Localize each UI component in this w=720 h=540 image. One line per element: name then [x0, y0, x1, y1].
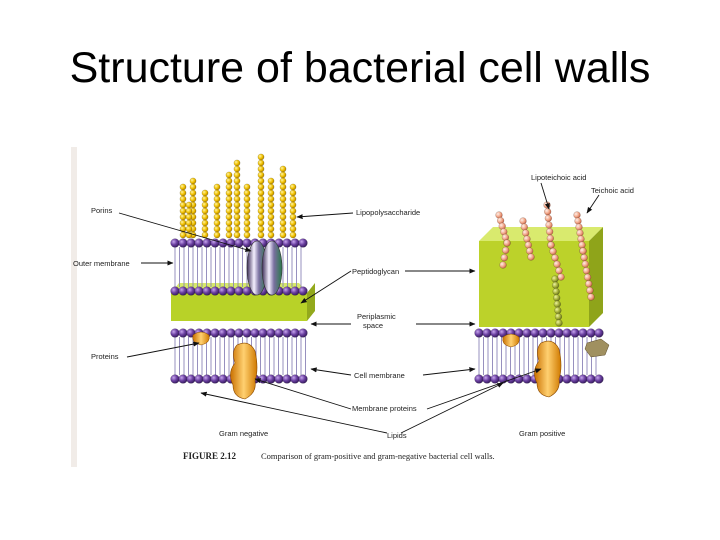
- lipid-head: [283, 287, 292, 296]
- lipid-head: [563, 329, 572, 338]
- lipopolysaccharide-bead: [226, 202, 232, 208]
- caption-text: Comparison of gram-positive and gram-negative bacterial cell walls.: [261, 451, 495, 461]
- lipopolysaccharide-bead: [280, 166, 286, 172]
- label-outer-membrane: Outer membrane: [73, 259, 130, 268]
- lipid-head: [571, 375, 580, 384]
- arrow-cell-membrane-right: [423, 369, 475, 375]
- teichoic-acid-bead: [583, 267, 590, 274]
- teichoic-acid-bead: [501, 254, 508, 261]
- lipopolysaccharide-bead: [290, 226, 296, 232]
- lipopolysaccharide-bead: [280, 214, 286, 220]
- lipid-head: [595, 329, 604, 338]
- lipid-head: [507, 375, 516, 384]
- lipopolysaccharide-bead: [202, 196, 208, 202]
- label-membrane-proteins: Membrane proteins: [352, 404, 417, 413]
- lipopolysaccharide-bead: [234, 172, 240, 178]
- lipopolysaccharide-bead: [214, 184, 220, 190]
- lipid-head: [299, 239, 308, 248]
- lipid-head: [259, 329, 268, 338]
- lipopolysaccharide-bead: [202, 208, 208, 214]
- arrow-membrane-proteins-right: [427, 369, 541, 409]
- lipid-head: [563, 375, 572, 384]
- lipoteichoic-acid-bead: [554, 307, 561, 314]
- lipopolysaccharide-bead: [268, 202, 274, 208]
- lipopolysaccharide-bead: [244, 208, 250, 214]
- lipopolysaccharide-bead: [280, 232, 286, 238]
- label-proteins: Proteins: [91, 352, 119, 361]
- label-periplasmic-space-line2: space: [363, 321, 384, 330]
- lipopolysaccharide-bead: [214, 190, 220, 196]
- teichoic-acid-bead: [520, 218, 527, 225]
- teichoic-acid-bead: [522, 230, 529, 237]
- lipopolysaccharide-bead: [244, 214, 250, 220]
- gram-positive-panel: [475, 202, 609, 397]
- teichoic-acid-bead: [580, 248, 587, 255]
- lipopolysaccharide-bead: [258, 220, 264, 226]
- arrow-teichoic-acid: [587, 195, 599, 213]
- lipid-head: [203, 375, 212, 384]
- lipopolysaccharide-bead: [258, 184, 264, 190]
- lipid-head: [299, 287, 308, 296]
- lipopolysaccharide-bead: [290, 190, 296, 196]
- teichoic-acid-bead: [575, 218, 582, 225]
- lipid-head: [267, 375, 276, 384]
- lipopolysaccharide-bead: [290, 202, 296, 208]
- lipopolysaccharide-bead: [244, 184, 250, 190]
- lipid-head: [291, 287, 300, 296]
- lipopolysaccharide-bead: [234, 190, 240, 196]
- lipopolysaccharide-bead: [202, 190, 208, 196]
- lipid-head: [555, 329, 564, 338]
- lipid-head: [579, 329, 588, 338]
- lipopolysaccharide-bead: [268, 220, 274, 226]
- lipopolysaccharide-bead: [214, 208, 220, 214]
- lipopolysaccharide-bead: [290, 184, 296, 190]
- lipid-head: [483, 375, 492, 384]
- teichoic-acid-bead: [525, 242, 532, 249]
- lipopolysaccharide-bead: [180, 232, 186, 238]
- teichoic-acid-bead: [521, 224, 528, 231]
- lipid-head: [179, 287, 188, 296]
- lipopolysaccharide-bead: [202, 226, 208, 232]
- lipoteichoic-acid-bead: [553, 294, 560, 301]
- lipid-head: [579, 375, 588, 384]
- lipopolysaccharide-bead: [280, 202, 286, 208]
- lipopolysaccharide-bead: [214, 196, 220, 202]
- lipid-head: [195, 375, 204, 384]
- lipopolysaccharide-bead: [226, 178, 232, 184]
- lipid-head: [283, 375, 292, 384]
- teichoic-acid-bead: [588, 294, 595, 301]
- lipopolysaccharide-bead: [280, 172, 286, 178]
- lipopolysaccharide-bead: [186, 202, 192, 208]
- lipid-head: [171, 329, 180, 338]
- label-peptidoglycan: Peptidoglycan: [352, 267, 400, 276]
- teichoic-acid-bead: [579, 242, 586, 249]
- teichoic-acid-bead: [581, 254, 588, 261]
- lipopolysaccharide-bead: [290, 220, 296, 226]
- teichoic-acid-bead: [585, 280, 592, 287]
- lipid-head: [179, 239, 188, 248]
- lipopolysaccharide-bead: [180, 208, 186, 214]
- lipopolysaccharide-bead: [244, 232, 250, 238]
- lipoteichoic-acid-bead: [553, 288, 560, 295]
- teichoic-acid-bead: [574, 212, 581, 219]
- label-cell-membrane: Cell membrane: [354, 371, 405, 380]
- teichoic-acid-bead: [577, 230, 584, 237]
- teichoic-acid-bead: [526, 248, 533, 255]
- lipopolysaccharide-bead: [280, 220, 286, 226]
- teichoic-acid-bead: [528, 254, 535, 261]
- lipopolysaccharide-bead: [290, 214, 296, 220]
- lipopolysaccharide-bead: [244, 226, 250, 232]
- teichoic-acid-bead: [584, 274, 591, 281]
- lipopolysaccharide-bead: [258, 196, 264, 202]
- lipopolysaccharide-bead: [226, 226, 232, 232]
- lipid-head: [523, 329, 532, 338]
- lipopolysaccharide-bead: [280, 184, 286, 190]
- lipid-head: [475, 329, 484, 338]
- lipid-head: [299, 375, 308, 384]
- lipid-head: [531, 329, 540, 338]
- lipopolysaccharide-bead: [190, 190, 196, 196]
- lipid-head: [491, 329, 500, 338]
- lipid-head: [571, 329, 580, 338]
- lipopolysaccharide-bead: [234, 184, 240, 190]
- teichoic-acid-bead: [556, 267, 563, 274]
- lipid-head: [475, 375, 484, 384]
- lipid-head: [235, 287, 244, 296]
- teichoic-acid-bead: [578, 236, 585, 243]
- lipid-head: [227, 287, 236, 296]
- label-lipopolysaccharide: Lipopolysaccharide: [356, 208, 421, 217]
- lipopolysaccharide-bead: [280, 178, 286, 184]
- lipid-head: [195, 287, 204, 296]
- lipid-head: [219, 287, 228, 296]
- lipid-head: [219, 329, 228, 338]
- lipid-head: [211, 375, 220, 384]
- lipid-head: [211, 287, 220, 296]
- lipopolysaccharide-bead: [268, 184, 274, 190]
- lipoteichoic-acid-bead: [556, 320, 563, 327]
- lipopolysaccharide-bead: [258, 160, 264, 166]
- lipid-head: [547, 329, 556, 338]
- lipid-head: [171, 239, 180, 248]
- lipopolysaccharide-bead: [258, 208, 264, 214]
- lipid-head: [203, 239, 212, 248]
- lipopolysaccharide-bead: [268, 190, 274, 196]
- lipopolysaccharide-bead: [202, 214, 208, 220]
- label-lipoteichoic-acid: Lipoteichoic acid: [531, 173, 587, 182]
- lipid-head: [195, 239, 204, 248]
- teichoic-acid-bead: [552, 254, 559, 261]
- lipid-head: [291, 329, 300, 338]
- lipid-head: [187, 239, 196, 248]
- teichoic-acid-bead: [500, 262, 507, 269]
- teichoic-acid-bead: [502, 247, 509, 254]
- lipopolysaccharide-bead: [280, 226, 286, 232]
- lipopolysaccharide-bead: [186, 214, 192, 220]
- lipopolysaccharide-bead: [258, 190, 264, 196]
- lipopolysaccharide-bead: [280, 196, 286, 202]
- lipopolysaccharide-bead: [180, 196, 186, 202]
- lipopolysaccharide-bead: [290, 208, 296, 214]
- lipid-head: [227, 329, 236, 338]
- lipopolysaccharide-bead: [214, 202, 220, 208]
- teichoic-acid-bead: [586, 287, 593, 294]
- lipid-head: [267, 329, 276, 338]
- lipid-head: [243, 329, 252, 338]
- lipopolysaccharide-bead: [214, 226, 220, 232]
- lipoteichoic-acid-bead: [555, 313, 562, 320]
- lipopolysaccharide-bead: [234, 226, 240, 232]
- lipopolysaccharide-bead: [180, 220, 186, 226]
- lipopolysaccharide-bead: [258, 166, 264, 172]
- lipoteichoic-acid-bead: [552, 276, 559, 283]
- lipid-head: [171, 375, 180, 384]
- teichoic-acid-bead: [545, 215, 552, 222]
- teichoic-acid-bead: [546, 222, 553, 229]
- caption-figure-number: FIGURE 2.12: [183, 451, 237, 461]
- lipid-head: [275, 329, 284, 338]
- lipopolysaccharide-bead: [258, 154, 264, 160]
- lipopolysaccharide-bead: [244, 202, 250, 208]
- lipid-head: [523, 375, 532, 384]
- lipopolysaccharide-bead: [268, 226, 274, 232]
- lipopolysaccharide-bead: [234, 232, 240, 238]
- lipid-head: [171, 287, 180, 296]
- lipopolysaccharide-bead: [214, 220, 220, 226]
- lipopolysaccharide-bead: [280, 190, 286, 196]
- teichoic-acid-bead: [504, 240, 511, 247]
- lipopolysaccharide-bead: [268, 214, 274, 220]
- teichoic-acid-bead: [546, 228, 553, 235]
- lipopolysaccharide-bead: [258, 214, 264, 220]
- lipid-head: [251, 329, 260, 338]
- teichoic-acid-bead: [524, 236, 531, 243]
- lipopolysaccharide-bead: [258, 172, 264, 178]
- lipopolysaccharide-bead: [234, 178, 240, 184]
- lipid-head: [187, 287, 196, 296]
- teichoic-acid-bead: [547, 235, 554, 242]
- lipopolysaccharide-bead: [226, 232, 232, 238]
- lipopolysaccharide-bead: [180, 202, 186, 208]
- teichoic-acid-bead: [558, 274, 565, 281]
- lipid-head: [291, 375, 300, 384]
- lipid-head: [219, 375, 228, 384]
- cell-wall-diagram: [71, 147, 634, 467]
- label-teichoic-acid: Teichoic acid: [591, 186, 634, 195]
- lipopolysaccharide-bead: [226, 172, 232, 178]
- lipoteichoic-acid-bead: [554, 301, 561, 308]
- label-porins: Porins: [91, 206, 113, 215]
- lipopolysaccharide-bead: [226, 208, 232, 214]
- lipopolysaccharide-bead: [258, 226, 264, 232]
- lipopolysaccharide-bead: [202, 202, 208, 208]
- lipopolysaccharide-bead: [280, 208, 286, 214]
- slide-title: Structure of bacterial cell walls: [69, 44, 651, 92]
- teichoic-acid-bead: [576, 224, 583, 231]
- lipopolysaccharide-bead: [180, 184, 186, 190]
- lipid-head: [587, 329, 596, 338]
- lipopolysaccharide-chains: [180, 154, 296, 238]
- lipid-head: [283, 329, 292, 338]
- lipid-head: [291, 239, 300, 248]
- lipopolysaccharide-bead: [186, 226, 192, 232]
- lipopolysaccharide-bead: [268, 196, 274, 202]
- lipopolysaccharide-bead: [244, 196, 250, 202]
- lipopolysaccharide-bead: [226, 220, 232, 226]
- lipopolysaccharide-bead: [234, 202, 240, 208]
- lipid-head: [211, 329, 220, 338]
- lipid-head: [283, 239, 292, 248]
- lipopolysaccharide-bead: [180, 190, 186, 196]
- lipid-head: [491, 375, 500, 384]
- lipopolysaccharide-bead: [226, 214, 232, 220]
- lipopolysaccharide-bead: [234, 208, 240, 214]
- arrow-cell-membrane-left: [311, 369, 351, 375]
- lipid-head: [179, 329, 188, 338]
- teichoic-acid-bead: [554, 261, 561, 268]
- teichoic-acid-bead: [550, 248, 557, 255]
- lipid-head: [587, 375, 596, 384]
- lipopolysaccharide-bead: [290, 232, 296, 238]
- arrow-lipopolysaccharide: [297, 213, 353, 217]
- lipopolysaccharide-bead: [190, 184, 196, 190]
- lipopolysaccharide-bead: [258, 232, 264, 238]
- lipopolysaccharide-bead: [214, 214, 220, 220]
- lipid-head: [187, 375, 196, 384]
- lipopolysaccharide-bead: [180, 214, 186, 220]
- lipopolysaccharide-bead: [226, 184, 232, 190]
- lipid-head: [595, 375, 604, 384]
- lipopolysaccharide-bead: [234, 214, 240, 220]
- label-lipids: Lipids: [387, 431, 407, 440]
- lipopolysaccharide-bead: [214, 232, 220, 238]
- lipid-head: [235, 239, 244, 248]
- lipopolysaccharide-bead: [234, 196, 240, 202]
- label-gram-negative: Gram negative: [219, 429, 269, 438]
- lipid-head: [235, 329, 244, 338]
- lipid-head: [539, 329, 548, 338]
- lipopolysaccharide-bead: [226, 190, 232, 196]
- lipopolysaccharide-bead: [202, 220, 208, 226]
- label-gram-positive: Gram positive: [519, 429, 566, 438]
- lipopolysaccharide-bead: [190, 196, 196, 202]
- teichoic-acid-bead: [548, 242, 555, 249]
- gram-negative-panel: [171, 154, 315, 399]
- teichoic-acid-bead: [582, 261, 589, 268]
- lipopolysaccharide-bead: [226, 196, 232, 202]
- teichoic-acid-bead: [544, 208, 551, 215]
- lipopolysaccharide-bead: [268, 208, 274, 214]
- lipopolysaccharide-bead: [234, 220, 240, 226]
- lipopolysaccharide-bead: [186, 220, 192, 226]
- arrow-peptidoglycan-left: [301, 271, 351, 303]
- lipopolysaccharide-bead: [190, 178, 196, 184]
- lipopolysaccharide-bead: [234, 160, 240, 166]
- label-periplasmic-space-line1: Periplasmic: [357, 312, 396, 321]
- lipid-head: [179, 375, 188, 384]
- lipopolysaccharide-bead: [258, 202, 264, 208]
- lipid-head: [203, 287, 212, 296]
- lipopolysaccharide-bead: [268, 232, 274, 238]
- lipid-head: [275, 375, 284, 384]
- lipid-head: [243, 239, 252, 248]
- lipopolysaccharide-bead: [244, 190, 250, 196]
- lipid-head: [483, 329, 492, 338]
- lipoteichoic-acid-bead: [552, 282, 559, 289]
- figure-caption: [183, 451, 495, 461]
- page-margin: [71, 147, 77, 467]
- lipopolysaccharide-bead: [290, 196, 296, 202]
- lipopolysaccharide-bead: [268, 178, 274, 184]
- lipopolysaccharide-bead: [186, 208, 192, 214]
- arrow-lipids-left: [201, 393, 387, 433]
- cell-wall-figure: [71, 147, 634, 467]
- lipopolysaccharide-bead: [234, 166, 240, 172]
- lipopolysaccharide-bead: [244, 220, 250, 226]
- lipid-head: [299, 329, 308, 338]
- lipopolysaccharide-bead: [258, 178, 264, 184]
